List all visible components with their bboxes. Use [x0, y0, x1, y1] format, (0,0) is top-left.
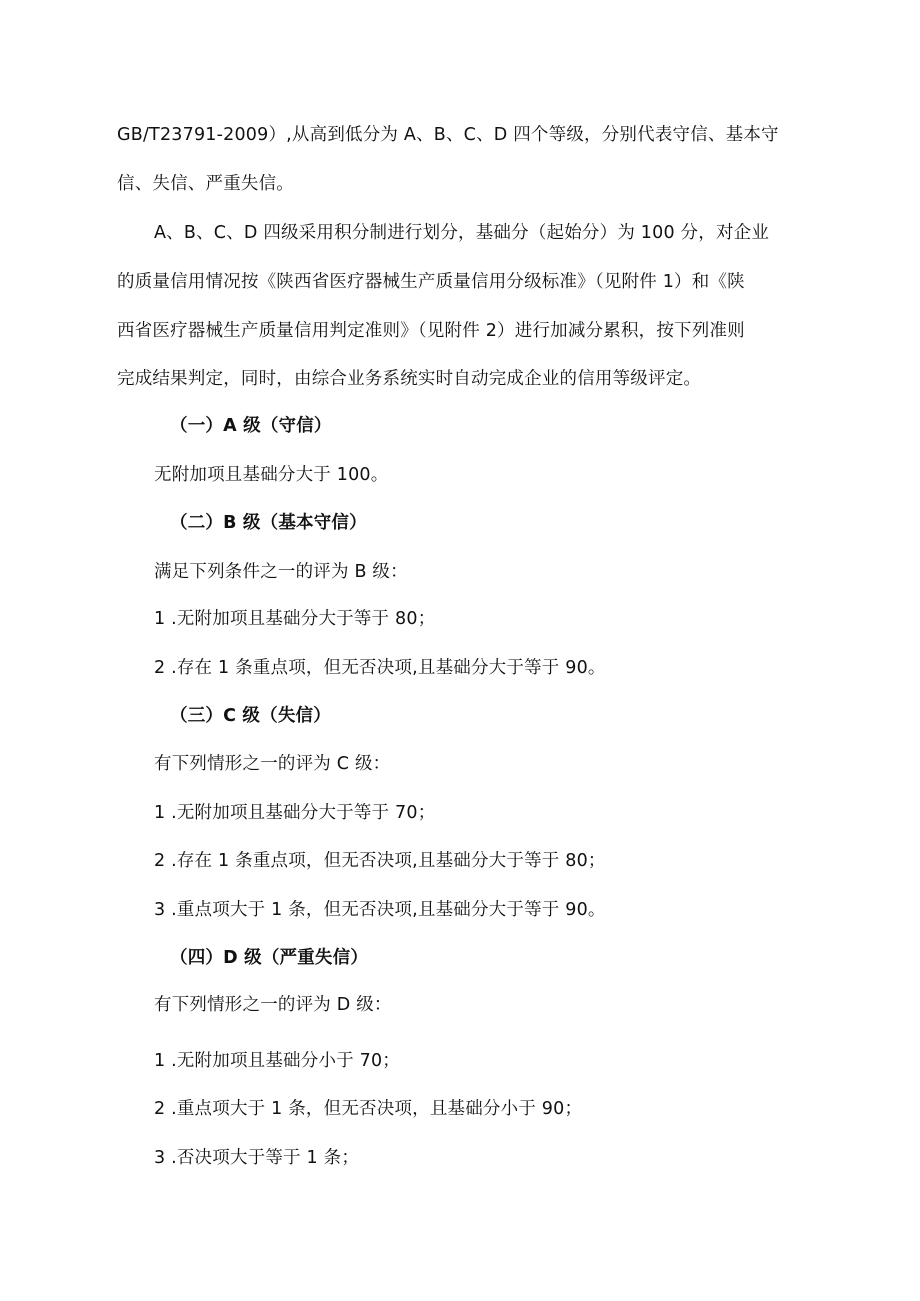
paragraph-2-line-2: 的质量信用情况按《陕西省医疗器械生产质量信用分级标准》（见附件 1）和《陕	[117, 272, 745, 292]
paragraph-1-line-2: 信、失信、严重失信。	[117, 174, 294, 194]
paragraph-2-line-3: 西省医疗器械生产质量信用判定准则》（见附件 2）进行加减分累积，按下列准则	[117, 321, 745, 341]
section-c-heading: （三）C 级（失信）	[170, 706, 331, 726]
paragraph-2-line-1: A、B、C、D 四级采用积分制进行划分，基础分（起始分）为 100 分，对企业	[154, 223, 770, 243]
section-d-item-3: 3 .否决项大于等于 1 条；	[154, 1148, 360, 1168]
section-a-heading: （一）A 级（守信）	[170, 416, 332, 436]
section-b-intro: 满足下列条件之一的评为 B 级：	[154, 562, 408, 582]
section-c-item-2: 2 .存在 1 条重点项，但无否决项,且基础分大于等于 80；	[154, 851, 606, 871]
section-c-item-3: 3 .重点项大于 1 条，但无否决项,且基础分大于等于 90。	[154, 900, 606, 920]
section-c-item-1: 1 .无附加项且基础分大于等于 70；	[154, 803, 436, 823]
section-b-heading: （二）B 级（基本守信）	[170, 513, 367, 533]
section-c-intro: 有下列情形之一的评为 C 级：	[154, 754, 391, 774]
section-b-item-1: 1 .无附加项且基础分大于等于 80；	[154, 609, 436, 629]
section-d-heading: （四）D 级（严重失信）	[170, 948, 369, 968]
section-b-item-2: 2 .存在 1 条重点项，但无否决项,且基础分大于等于 90。	[154, 658, 606, 678]
section-d-intro: 有下列情形之一的评为 D 级：	[154, 995, 392, 1015]
section-a-text: 无附加项且基础分大于 100。	[154, 465, 389, 485]
paragraph-2-line-4: 完成结果判定，同时，由综合业务系统实时自动完成企业的信用等级评定。	[117, 369, 702, 389]
paragraph-1-line-1: GB/T23791-2009）,从高到低分为 A、B、C、D 四个等级，分别代表守信、基本守	[117, 125, 779, 145]
section-d-item-1: 1 .无附加项且基础分小于 70；	[154, 1051, 400, 1071]
section-d-item-2: 2 .重点项大于 1 条，但无否决项，且基础分小于 90；	[154, 1099, 583, 1119]
